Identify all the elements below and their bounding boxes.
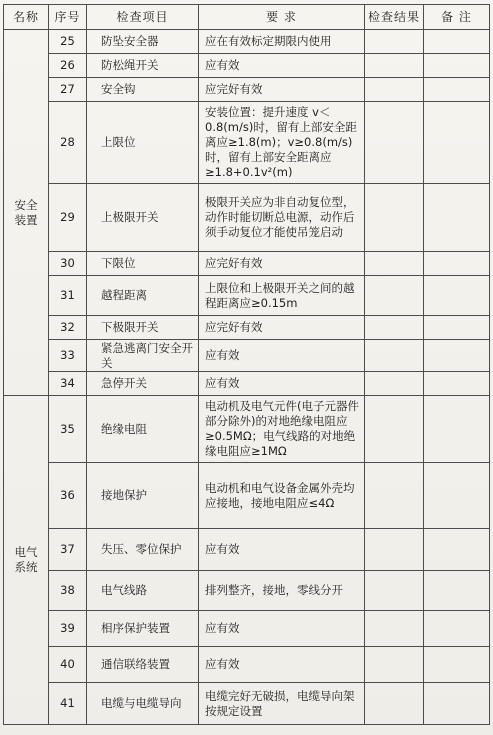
row-item: 相序保护装置	[87, 611, 199, 647]
category-electrical: 电气 系统	[4, 396, 49, 725]
row-no: 37	[49, 529, 87, 571]
table-row	[4, 252, 490, 276]
header-result: 检查结果	[365, 5, 424, 30]
row-no: 31	[49, 276, 87, 316]
row-requirement: 应有效	[199, 529, 365, 571]
table-row	[4, 102, 490, 184]
row-result	[365, 78, 424, 102]
table-row	[4, 78, 490, 102]
header-category: 名称	[4, 5, 49, 30]
row-remarks	[424, 184, 490, 252]
table-row	[4, 463, 490, 529]
row-remarks	[424, 78, 490, 102]
table-row	[4, 372, 490, 396]
row-result	[365, 396, 424, 463]
row-no: 32	[49, 316, 87, 340]
row-no: 25	[49, 30, 87, 54]
table-row	[4, 571, 490, 611]
inspection-table	[3, 4, 490, 725]
row-item: 绝缘电阻	[87, 396, 199, 463]
row-no: 38	[49, 571, 87, 611]
row-item: 失压、零位保护	[87, 529, 199, 571]
row-result	[365, 252, 424, 276]
row-no: 36	[49, 463, 87, 529]
row-no: 35	[49, 396, 87, 463]
row-item: 电气线路	[87, 571, 199, 611]
row-result	[365, 54, 424, 78]
table-row	[4, 340, 490, 372]
table-row	[4, 316, 490, 340]
row-no: 40	[49, 647, 87, 683]
row-remarks	[424, 252, 490, 276]
header-no: 序号	[49, 5, 87, 30]
row-item: 下极限开关	[87, 316, 199, 340]
row-item: 下限位	[87, 252, 199, 276]
row-remarks	[424, 647, 490, 683]
row-requirement: 应有效	[199, 372, 365, 396]
row-requirement: 上限位和上极限开关之间的越程距离应≥0.15m	[199, 276, 365, 316]
row-remarks	[424, 611, 490, 647]
row-requirement: 应有效	[199, 611, 365, 647]
row-no: 30	[49, 252, 87, 276]
row-remarks	[424, 316, 490, 340]
row-remarks	[424, 529, 490, 571]
row-requirement: 极限开关应为非自动复位型，动作时能切断总电源，动作后须手动复位才能使吊笼启动	[199, 184, 365, 252]
row-result	[365, 571, 424, 611]
header-item: 检查项目	[87, 5, 199, 30]
row-no: 26	[49, 54, 87, 78]
row-no: 39	[49, 611, 87, 647]
row-requirement: 应有效	[199, 340, 365, 372]
row-item: 电缆与电缆导向	[87, 683, 199, 725]
row-remarks	[424, 463, 490, 529]
table-row	[4, 184, 490, 252]
row-requirement: 排列整齐，接地，零线分开	[199, 571, 365, 611]
row-no: 27	[49, 78, 87, 102]
table-row	[4, 54, 490, 78]
table-row	[4, 647, 490, 683]
row-result	[365, 316, 424, 340]
row-requirement: 应有效	[199, 54, 365, 78]
row-requirement: 电动机及电气元件(电子元器件部分除外)的对地绝缘电阻应≥0.5MΩ；电气线路的对地绝缘电阻应≥1MΩ	[199, 396, 365, 463]
row-requirement: 电动机和电气设备金属外壳均应接地，接地电阻应≤4Ω	[199, 463, 365, 529]
row-result	[365, 372, 424, 396]
row-item: 急停开关	[87, 372, 199, 396]
row-requirement: 电缆完好无破损，电缆导向架按规定设置	[199, 683, 365, 725]
row-item: 紧急逃离门安全开关	[87, 340, 199, 372]
row-item: 越程距离	[87, 276, 199, 316]
header-row	[4, 5, 490, 30]
row-requirement: 应在有效标定期限内使用	[199, 30, 365, 54]
row-requirement: 应有效	[199, 647, 365, 683]
row-requirement: 应完好有效	[199, 252, 365, 276]
row-item: 上限位	[87, 102, 199, 184]
row-remarks	[424, 683, 490, 725]
table-row	[4, 396, 490, 463]
row-no: 29	[49, 184, 87, 252]
row-item: 接地保护	[87, 463, 199, 529]
row-result	[365, 611, 424, 647]
row-result	[365, 276, 424, 316]
row-no: 41	[49, 683, 87, 725]
row-item: 通信联络装置	[87, 647, 199, 683]
row-remarks	[424, 571, 490, 611]
row-item: 安全钩	[87, 78, 199, 102]
row-item: 上极限开关	[87, 184, 199, 252]
table-row	[4, 30, 490, 54]
row-item: 防坠安全器	[87, 30, 199, 54]
row-remarks	[424, 340, 490, 372]
row-no: 28	[49, 102, 87, 184]
row-result	[365, 30, 424, 54]
table-row	[4, 276, 490, 316]
header-requirement: 要 求	[199, 5, 365, 30]
header-remarks: 备 注	[424, 5, 490, 30]
table-row	[4, 529, 490, 571]
row-remarks	[424, 276, 490, 316]
category-safety: 安全 装置	[4, 30, 49, 396]
row-result	[365, 647, 424, 683]
row-no: 33	[49, 340, 87, 372]
row-remarks	[424, 30, 490, 54]
row-item: 防松绳开关	[87, 54, 199, 78]
row-no: 34	[49, 372, 87, 396]
table-row	[4, 683, 490, 725]
row-result	[365, 529, 424, 571]
row-result	[365, 184, 424, 252]
row-remarks	[424, 372, 490, 396]
row-requirement: 应完好有效	[199, 316, 365, 340]
row-requirement: 应完好有效	[199, 78, 365, 102]
row-result	[365, 340, 424, 372]
row-requirement: 安装位置：提升速度 v＜0.8(m/s)时，留有上部安全距离应≥1.8(m)；v≥0.8(m/s)时，留有上部安全距离应≥1.8+0.1v²(m)	[199, 102, 365, 184]
row-result	[365, 463, 424, 529]
row-remarks	[424, 396, 490, 463]
table-row	[4, 611, 490, 647]
row-result	[365, 683, 424, 725]
row-result	[365, 102, 424, 184]
row-remarks	[424, 102, 490, 184]
row-remarks	[424, 54, 490, 78]
